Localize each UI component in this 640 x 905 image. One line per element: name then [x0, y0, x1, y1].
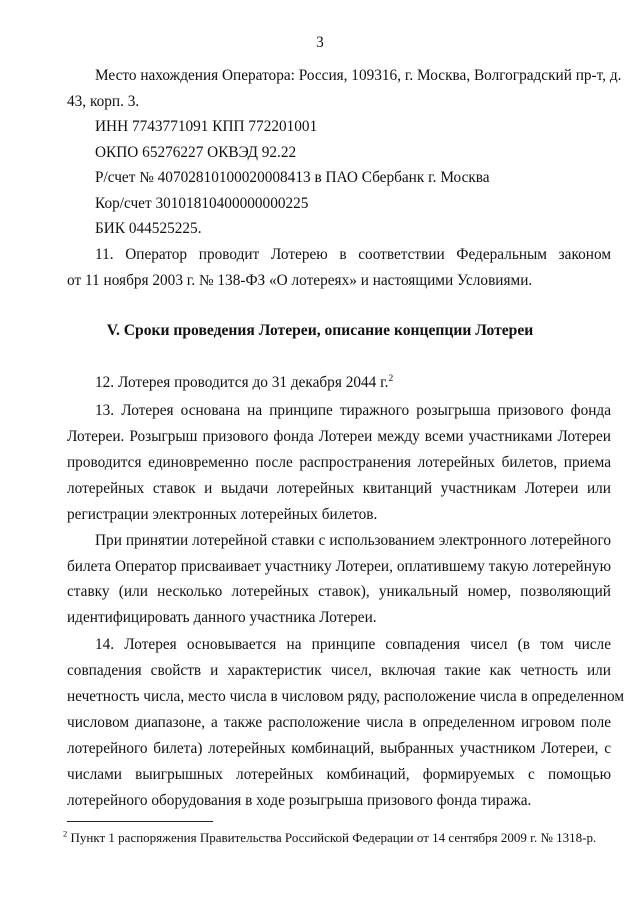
correspondent-account-line: Кор/счет 30101810400000000225 [95, 195, 309, 212]
operator-address-line-1: Место нахождения Оператора: Россия, 109316, г. Москва, Волгоградский пр-т, д. [95, 67, 622, 84]
okpo-okved-line: ОКПО 65276227 ОКВЭД 92.22 [95, 144, 297, 161]
settlement-account-line: Р/счет № 40702810100020008413 в ПАО Сбербанк г. Москва [95, 169, 490, 186]
paragraph-13-line-1: 13. Лотерея основана на принципе тиражного розыгрыша призового фонда [95, 402, 611, 419]
footnote-text: Пункт 1 распоряжения Правительства Российской Федерации от 14 сентября 2009 г. № 1318-р. [67, 830, 597, 845]
paragraph-14-line-4: числовом диапазоне, а также расположение числа в определенном игровом поле [67, 714, 611, 731]
paragraph-13-line-4: лотерейных ставок и выдачи лотерейных квитанций участникам Лотереи или [67, 480, 611, 497]
paragraph-12-text: 12. Лотерея проводится до 31 декабря 2044 г. [95, 374, 389, 391]
operator-address-line-2: 43, корп. 3. [67, 93, 140, 110]
footnote-mark: 2 [63, 828, 68, 839]
paragraph-14-line-6: числами выигрышных лотерейных комбинаций, формируемых с помощью [67, 766, 611, 783]
paragraph-14-line-1: 14. Лотерея основывается на принципе совпадения чисел (в том числе [95, 636, 611, 653]
paragraph-14-line-2: совпадения свойств и характеристик чисел, включая такие как четность или [67, 662, 611, 679]
footnote-reference: 2 [388, 373, 394, 384]
paragraph-13-line-5: регистрации электронных лотерейных билетов. [67, 506, 378, 523]
bik-line: БИК 044525225. [95, 220, 202, 237]
paragraph-13b-line-1: При принятии лотерейной ставки с использованием электронного лотерейного [95, 532, 611, 549]
paragraph-12 [95, 370, 393, 396]
paragraph-14-line-7: лотерейного оборудования в ходе розыгрыша призового фонда тиража. [67, 792, 532, 809]
section-heading: V. Сроки проведения Лотереи, описание концепции Лотереи [106, 322, 534, 339]
footnote [63, 829, 596, 847]
paragraph-11-line-2: от 11 ноября 2003 г. № 138-ФЗ «О лотереях» и настоящими Условиями. [67, 272, 533, 289]
paragraph-13b-line-3: ставку (или несколько лотерейных ставок), уникальный номер, позволяющий [67, 583, 611, 600]
paragraph-13b-line-2: билета Оператор присваивает участнику Лотереи, оплатившему такую лотерейную [67, 558, 611, 575]
paragraph-14-line-3: нечетность числа, место числа в числовом ряду, расположение числа в определенном [67, 688, 625, 705]
paragraph-13-line-2: Лотереи. Розыгрыш призового фонда Лотереи между всеми участниками Лотереи [67, 428, 611, 445]
paragraph-13-line-3: проводится единовременно после распространения лотерейных билетов, приема [67, 454, 611, 471]
page-number: 3 [316, 34, 324, 51]
inn-kpp-line: ИНН 7743771091 КПП 772201001 [95, 118, 318, 135]
paragraph-13b-line-4: идентифицировать данного участника Лотереи. [67, 609, 377, 626]
paragraph-14-line-5: лотерейного билета) лотерейных комбинаций, выбранных участником Лотереи, с [67, 740, 611, 757]
footnote-separator [67, 821, 213, 822]
paragraph-11-line-1: 11. Оператор проводит Лотерею в соответствии Федеральным законом [95, 246, 611, 263]
